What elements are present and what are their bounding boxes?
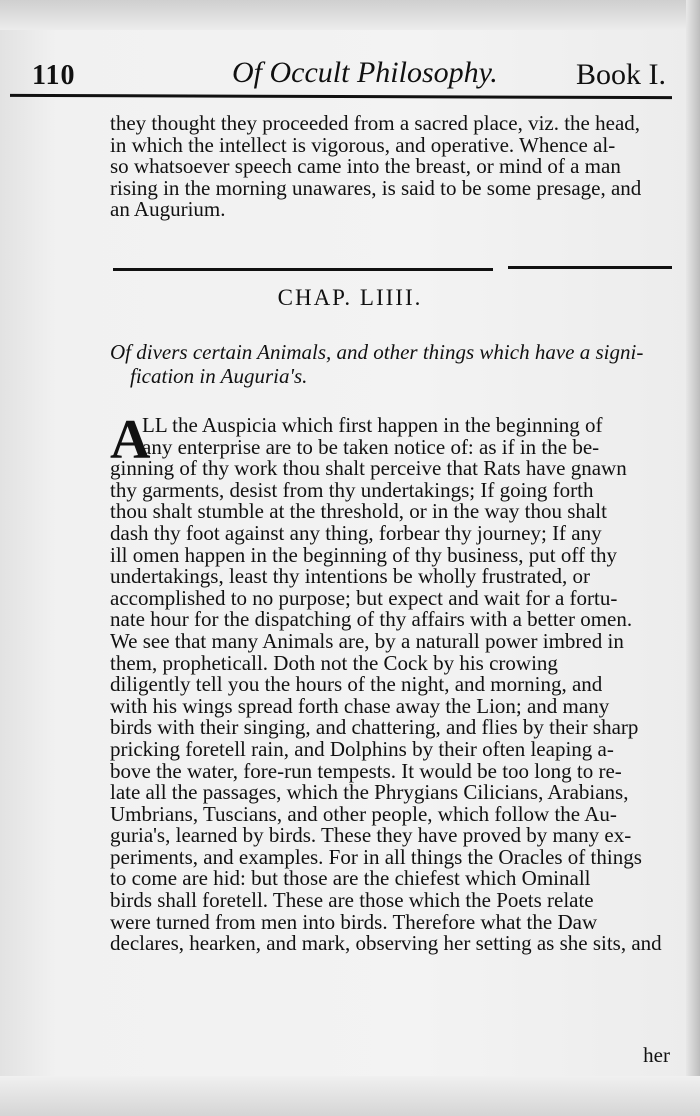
text-line: an Augurium. xyxy=(110,197,226,222)
text-line: LL the Auspicia which first happen in the beginning of xyxy=(142,413,603,437)
continuation-paragraph xyxy=(110,113,680,221)
text-line: to come are hid: but those are the chiefest which Ominall xyxy=(110,866,591,891)
text-line: thy garments, desist from thy undertakings; If going forth xyxy=(110,477,594,502)
running-title: Of Occult Philosophy. xyxy=(232,56,498,89)
text-line: they thought they proceeded from a sacred place, viz. the head, xyxy=(110,111,641,135)
page-number: 110 xyxy=(32,60,76,91)
chapter-title: CHAP. LIIII. xyxy=(277,285,423,310)
text-line: accomplished to no purpose; but expect and wait for a fortu- xyxy=(110,585,618,610)
text-line: any enterprise are to be taken notice of: as if in the be- xyxy=(142,434,600,459)
text-line: birds with their singing, and chattering, and flies by their sharp xyxy=(110,715,639,740)
text-line: them, propheticall. Doth not the Cock by his crowing xyxy=(110,650,558,675)
page-top-edge xyxy=(0,0,700,30)
text-line: ginning of thy work thou shalt perceive that Rats have gnawn xyxy=(110,456,627,481)
text-line: Umbrians, Tuscians, and other people, which follow the Au- xyxy=(110,801,617,826)
catchword: her xyxy=(643,1043,670,1067)
running-header xyxy=(32,52,672,98)
text-line: declares, hearken, and mark, observing her setting as she sits, and xyxy=(110,931,662,956)
drop-cap: A xyxy=(110,409,151,471)
text-line: were turned from men into birds. Therefore what the Daw xyxy=(110,909,598,934)
text-line: We see that many Animals are, by a naturall power imbred in xyxy=(110,628,624,653)
text-line: guria's, learned by birds. These they have proved by many ex- xyxy=(110,823,632,848)
text-line: diligently tell you the hours of the night, and morning, and xyxy=(110,672,603,697)
page-bottom-edge xyxy=(0,1076,700,1116)
text-line: bove the water, fore-run tempests. It would be too long to re- xyxy=(110,758,622,783)
text-line: ill omen happen in the beginning of thy business, put off thy xyxy=(110,542,618,567)
summary-line: Of divers certain Animals, and other things which have a signi- xyxy=(110,340,644,364)
text-line: late all the passages, which the Phrygians Cilicians, Arabians, xyxy=(110,780,629,805)
text-line: thou shalt stumble at the threshold, or in the way thou shalt xyxy=(110,499,607,524)
text-line: dash thy foot against any thing, forbear thy journey; If any xyxy=(110,520,602,545)
text-line: rising in the morning unawares, is said to be some presage, and xyxy=(110,175,642,200)
text-line: pricking foretell rain, and Dolphins by their often leaping a- xyxy=(110,736,614,761)
summary-line: fication in Auguria's. xyxy=(130,364,308,388)
text-line: undertakings, least thy intentions be wholly frustrated, or xyxy=(110,564,590,589)
book-label: Book I. xyxy=(576,58,666,91)
text-line: so whatsoever speech came into the breast, or mind of a man xyxy=(110,154,621,179)
section-rule-left xyxy=(113,268,493,271)
chapter-body xyxy=(110,409,680,956)
page-right-edge xyxy=(686,0,700,1116)
text-line: periments, and examples. For in all things the Oracles of things xyxy=(110,844,642,869)
text-line: with his wings spread forth chase away the Lion; and many xyxy=(110,693,610,718)
text-line: in which the intellect is vigorous, and operative. Whence al- xyxy=(110,132,616,157)
section-rule-right xyxy=(508,266,672,269)
text-line: nate hour for the dispatching of thy affairs with a better omen. xyxy=(110,607,633,632)
chapter-summary xyxy=(110,340,680,388)
text-line: birds shall foretell. These are those which the Poets relate xyxy=(110,888,594,913)
